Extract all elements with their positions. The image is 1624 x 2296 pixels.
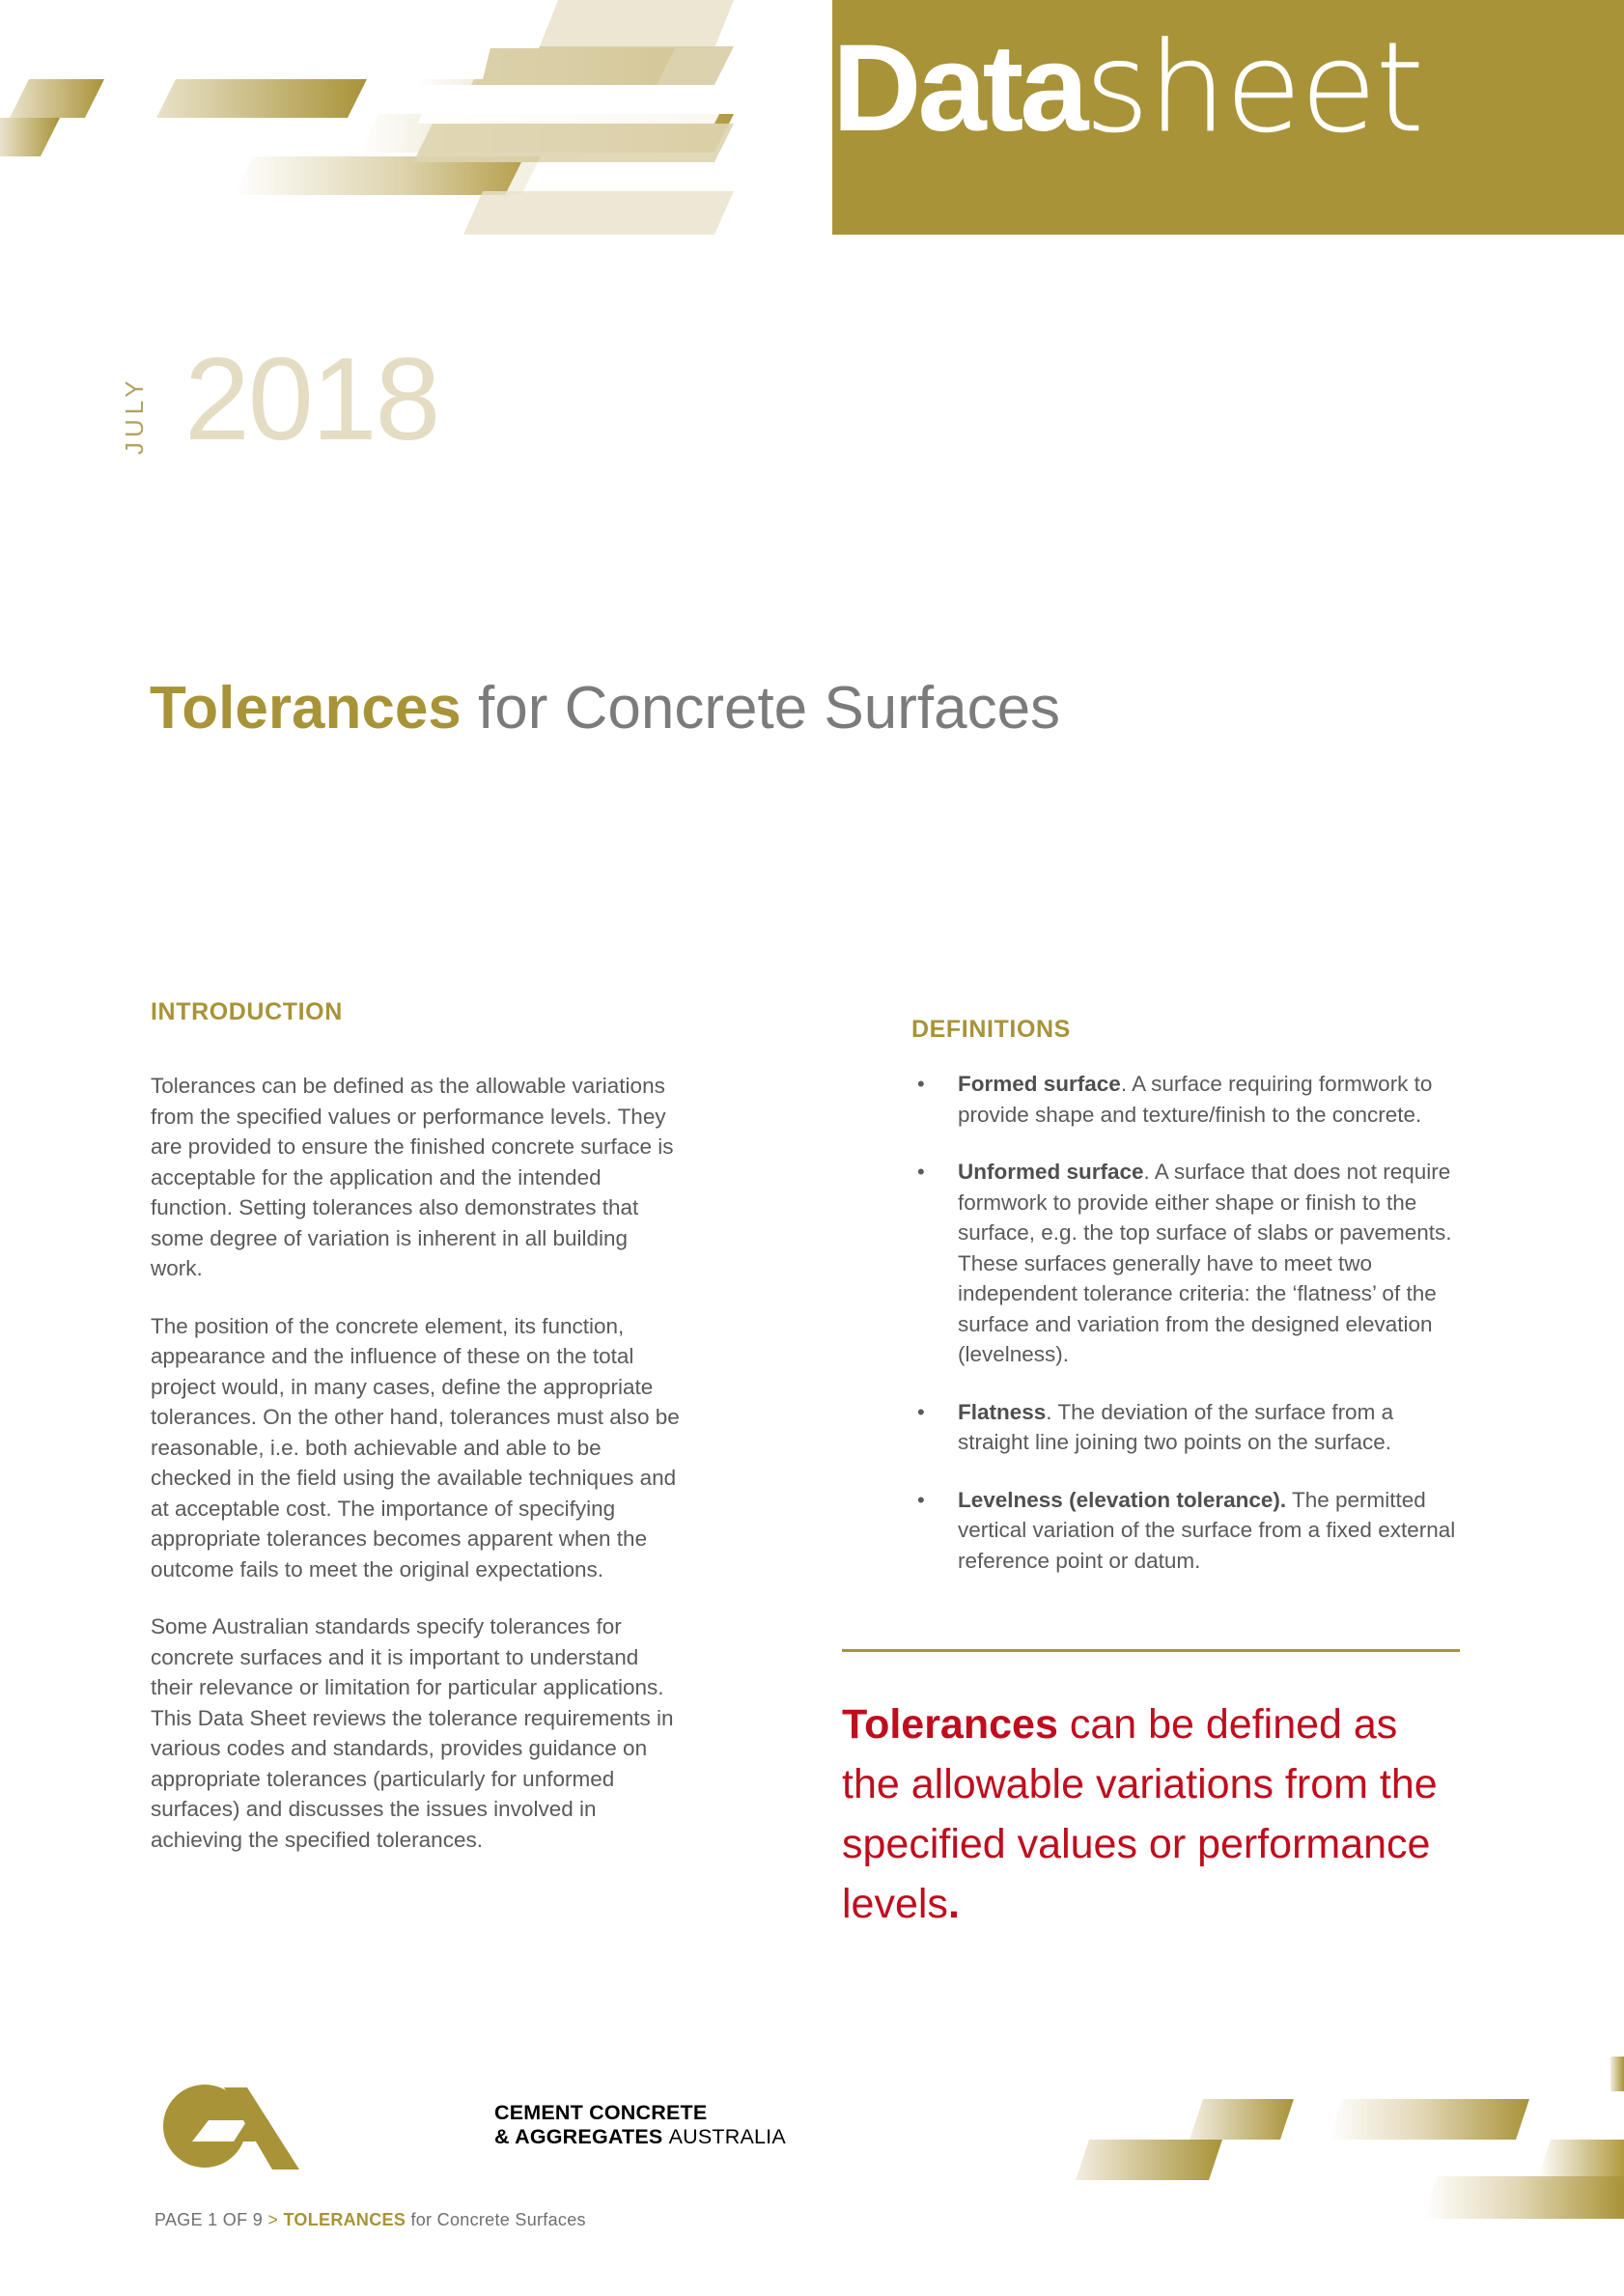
introduction-heading: INTRODUCTION bbox=[151, 998, 343, 1025]
introduction-paragraph: The position of the concrete element, its function, appearance and the influence of these on the total project would, in many cases, define the appropriate tolerances. On the other hand, tolerances must also be reasonable, i.e. both achievable and able to be checked in the field using the available techniques and at acceptable cost. The importance of specifying appropriate tolerances becomes apparent when the outcome fails to meet the original expectations. bbox=[151, 1313, 680, 1582]
page-title bbox=[150, 676, 1060, 742]
definition-text: . The deviation of the surface from a straight line joining two points on the surface. bbox=[958, 1399, 1394, 1454]
definition-text: The permitted vertical variation of the surface from a fixed external reference point or datum. bbox=[958, 1487, 1456, 1573]
footer-page-note bbox=[154, 2210, 586, 2230]
ccaa-logo-line2: & AGGREGATES AUSTRALIA bbox=[494, 2125, 786, 2148]
footer-doc-rest: for Concrete Surfaces bbox=[406, 2210, 586, 2229]
pullquote-block bbox=[842, 1649, 1460, 1934]
definition-text: . A surface that does not require formwork to provide either shape or finish to the surface, e.g. the top surface of slabs or pavements. These surfaces generally have to meet two independent tolerance criteria: the ‘flatness’ of the surface and variation from the designed elevation (levelness). bbox=[958, 1160, 1452, 1366]
definition-text: . A surface requiring formwork to provide shape and texture/finish to the concrete. bbox=[958, 1072, 1433, 1127]
ccaa-logo-mark-icon bbox=[154, 2078, 323, 2170]
definitions-column bbox=[911, 1016, 1460, 1576]
page-title-strong: Tolerances bbox=[150, 675, 462, 742]
footer-doc-strong: TOLERANCES bbox=[283, 2210, 406, 2229]
pullquote-strong: Tolerances bbox=[842, 1701, 1058, 1748]
introduction-paragraph: Tolerances can be defined as the allowable variations from the specified values or performance levels. They are provided to ensure the finished concrete surface is acceptable for the application and the intended function. Setting tolerances also demonstrates that some degree of variation is inherent in all building work. bbox=[151, 1074, 674, 1280]
definition-item bbox=[911, 1485, 1460, 1577]
bullet-icon: • bbox=[917, 1399, 925, 1424]
brand-word-data: Data bbox=[832, 19, 1085, 157]
pullquote-text bbox=[842, 1694, 1460, 1934]
footer-decorative-stripes bbox=[1014, 2047, 1624, 2296]
ccaa-logo bbox=[154, 2078, 786, 2174]
definition-term: Levelness (elevation tolerance). bbox=[958, 1487, 1287, 1512]
bullet-icon: • bbox=[917, 1072, 925, 1096]
definition-item bbox=[911, 1397, 1460, 1458]
issue-month: JULY bbox=[120, 376, 149, 455]
footer-separator: > bbox=[267, 2210, 279, 2229]
pullquote-period: . bbox=[947, 1881, 960, 1927]
definition-term: Unformed surface bbox=[958, 1160, 1144, 1184]
footer-page-number: PAGE 1 OF 9 bbox=[154, 2210, 264, 2229]
brand-wordmark bbox=[832, 16, 1423, 160]
ccaa-logo-text bbox=[494, 2101, 786, 2149]
pullquote-body: can be defined as the allowable variations from the specified values or performance levels bbox=[842, 1701, 1438, 1927]
definition-term: Formed surface bbox=[958, 1072, 1121, 1096]
issue-year: 2018 bbox=[184, 333, 439, 464]
header-banner bbox=[0, 0, 1624, 235]
introduction-column bbox=[151, 998, 684, 1855]
definition-item bbox=[911, 1157, 1460, 1370]
brand-word-sheet: sheet bbox=[1084, 16, 1423, 160]
introduction-paragraph: Some Australian standards specify tolerances for concrete surfaces and it is important to understand their relevance or limitation for particular applications. This Data Sheet reviews the tolerance requirements in various codes and standards, provides guidance on appropriate tolerances (particularly for unformed surfaces) and discusses the issues involved in achieving the specified tolerances. bbox=[151, 1614, 674, 1852]
definition-term: Flatness bbox=[958, 1399, 1047, 1424]
bullet-icon: • bbox=[917, 1487, 925, 1512]
bullet-icon: • bbox=[917, 1160, 925, 1184]
definitions-heading: DEFINITIONS bbox=[911, 1016, 1071, 1043]
pullquote-divider bbox=[842, 1649, 1460, 1652]
definition-item bbox=[911, 1069, 1460, 1130]
page-title-rest: for Concrete Surfaces bbox=[461, 675, 1061, 742]
footer-stripes-svg bbox=[1014, 2047, 1624, 2296]
ccaa-logo-line1: CEMENT CONCRETE bbox=[494, 2101, 708, 2124]
